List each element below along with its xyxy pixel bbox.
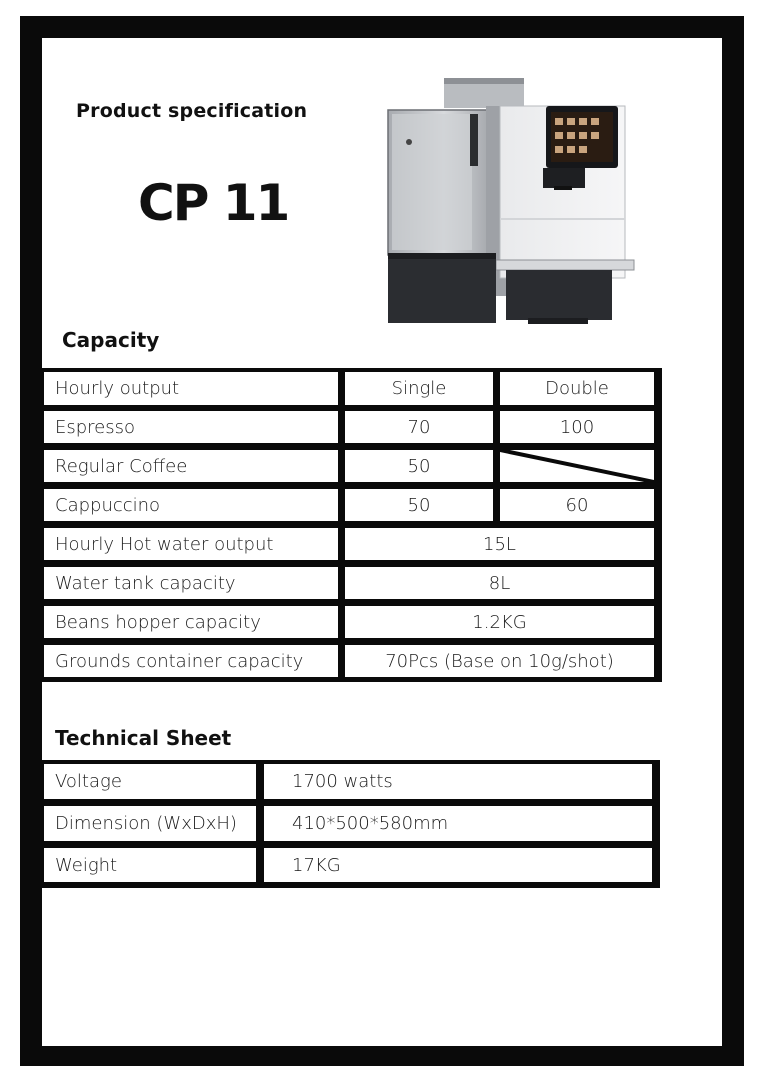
- row-double-value: 60: [500, 489, 654, 521]
- tech-row-label: Dimension (WxDxH): [44, 806, 256, 841]
- tech-row-value: 410*500*580mm: [264, 806, 652, 841]
- row-single-value: 50: [345, 450, 493, 482]
- technical-table: [40, 760, 660, 888]
- row-label: Water tank capacity: [44, 567, 338, 599]
- model-name: CP 11: [138, 174, 289, 232]
- coffee-machine-icon: [378, 70, 643, 340]
- row-merged-value: 8L: [345, 567, 654, 599]
- row-double-value-empty: [500, 450, 654, 482]
- tech-row-label: Voltage: [44, 764, 256, 799]
- diagonal-slash: [500, 450, 654, 482]
- row-double-value: 100: [500, 411, 654, 443]
- technical-sheet-heading: Technical Sheet: [55, 726, 232, 750]
- row-label: Espresso: [44, 411, 338, 443]
- row-label: Cappuccino: [44, 489, 338, 521]
- tech-row-label: Weight: [44, 848, 256, 882]
- header-cell-single: Single: [345, 372, 493, 405]
- row-label: Hourly Hot water output: [44, 528, 338, 560]
- header-cell-label: Hourly output: [44, 372, 338, 405]
- capacity-table: [40, 368, 662, 682]
- row-label: Regular Coffee: [44, 450, 338, 482]
- tech-row-value: 17KG: [264, 848, 652, 882]
- row-merged-value: 15L: [345, 528, 654, 560]
- row-merged-value: 70Pcs (Base on 10g/shot): [345, 645, 654, 677]
- product-spec-title: Product specification: [76, 100, 308, 122]
- row-single-value: 50: [345, 489, 493, 521]
- row-merged-value: 1.2KG: [345, 606, 654, 638]
- capacity-heading: Capacity: [62, 328, 160, 352]
- tech-row-value: 1700 watts: [264, 764, 652, 799]
- header-cell-double: Double: [500, 372, 654, 405]
- row-label: Beans hopper capacity: [44, 606, 338, 638]
- row-label: Grounds container capacity: [44, 645, 338, 677]
- row-single-value: 70: [345, 411, 493, 443]
